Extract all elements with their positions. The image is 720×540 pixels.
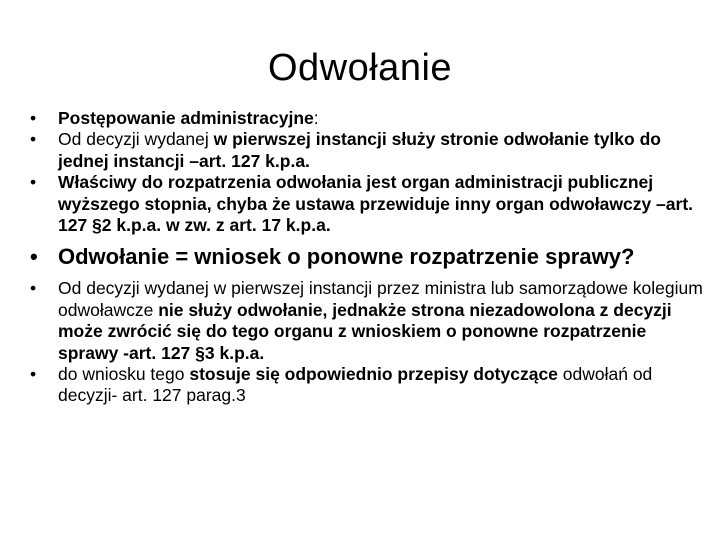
bullet-item-heading (30, 244, 710, 270)
bullet-item (30, 108, 710, 129)
bullet-text-bold: Odwołanie = wniosek o ponowne rozpatrzenie sprawy? (58, 244, 635, 270)
bullet-text-bold: nie służy odwołanie, jednakże strona niezadowolona z decyzji może zwrócić się do tego organu z wnioskiem o ponowne rozpatrzenie sprawy -art. 127 §3 k.p.a. (58, 299, 672, 363)
bullet-text: odwołań od decyzji- art. 127 parag.3 (58, 364, 653, 406)
bullet-text-bold: Postępowanie administracyjne (58, 108, 314, 128)
bullet-item (30, 364, 710, 407)
bullet-text-bold: stosuje się odpowiednio przepisy dotyczące (189, 364, 558, 385)
bullet-text: do wniosku tego (58, 364, 190, 385)
bullet-item (30, 172, 710, 236)
bullet-item (30, 129, 710, 172)
bullet-text-bold: Właściwy do rozpatrzenia odwołania jest organ administracji publicznej wyższego stopnia, chyba że ustawa przewiduje inny organ odwoławczy –art. 127 §2 k.p.a. w zw. z art. 17 k.p.a. (58, 172, 694, 236)
bullet-item (30, 278, 710, 364)
bullet-text-bold: w pierwszej instancji służy stronie odwołanie tylko do jednej instancji –art. 127 k.p.a. (58, 129, 661, 171)
bullet-text: : (313, 108, 319, 128)
bullet-text: Od decyzji wydanej (58, 129, 214, 150)
bullet-list (30, 108, 710, 407)
slide-title: Odwołanie (267, 47, 453, 89)
bullet-text: Od decyzji wydanej w pierwszej instancji przez ministra lub samorządowe kolegium odwoławcze (58, 278, 703, 320)
